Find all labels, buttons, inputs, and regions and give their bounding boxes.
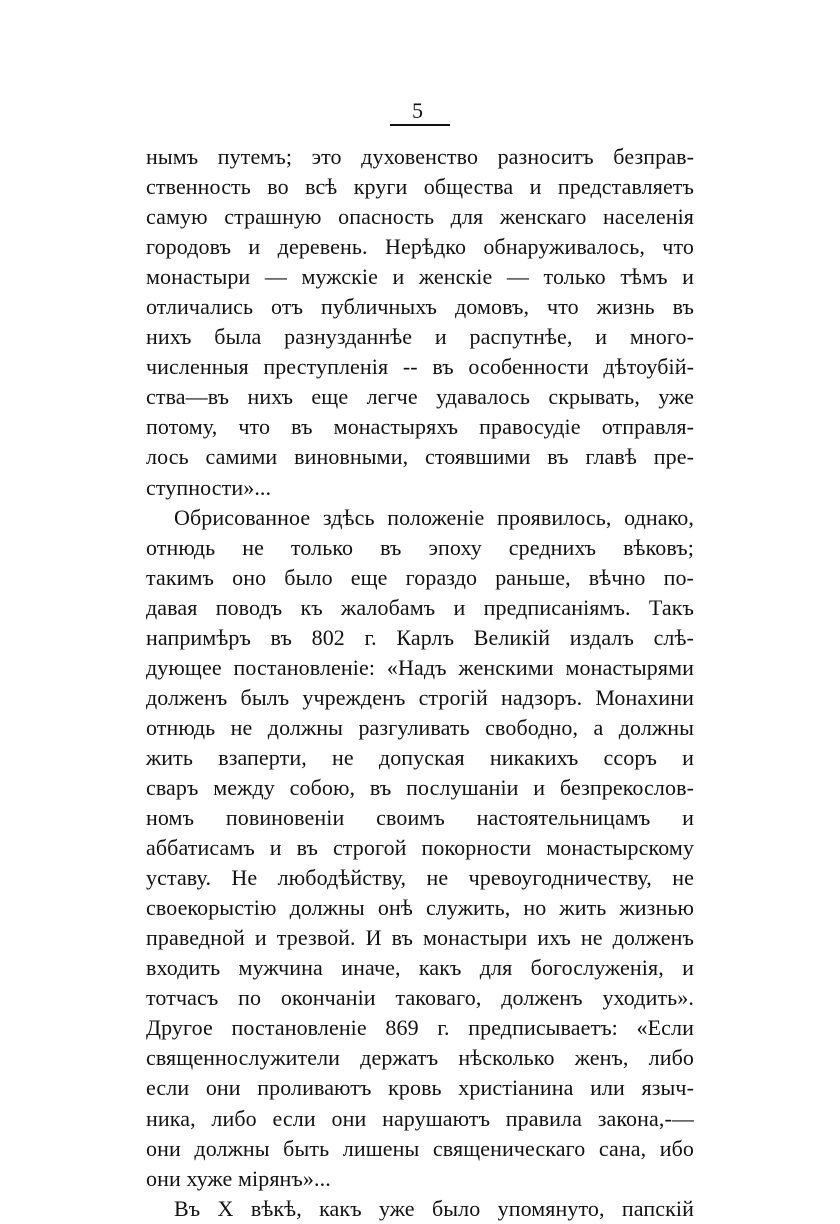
text-line: они хуже мірянъ»... [146,1165,331,1191]
text-line: напримѣръ въ 802 г. Карлъ Великій издалъ слѣ- [146,624,694,650]
text-line: ника, либо если они нарушаютъ правила закона,-— [146,1105,694,1131]
page-number-rule [390,124,450,126]
text-line: сваръ между собою, въ послушаніи и безпрекослов- [146,774,694,800]
text-line: отличались отъ публичныхъ домовъ, что жизнь въ [146,294,694,320]
text-line: если они проливаютъ кровь христіанина или языч- [146,1075,694,1101]
text-line: такимъ оно было еще гораздо раньше, вѣчно по- [146,564,694,590]
text-line: входить мужчина иначе, какъ для богослуженія, и [146,955,694,981]
text-line: священнослужители держатъ нѣсколько женъ, либо [146,1045,694,1071]
text-line: Обрисованное здѣсь положеніе проявилось, однако, [174,504,694,530]
text-line: праведной и трезвой. И въ монастыри ихъ не долженъ [146,925,694,951]
text-line: численныя преступленія -- въ особенности дѣтоубій- [146,354,694,380]
text-line: ственность во всѣ круги общества и представляетъ [146,174,694,200]
text-line: долженъ былъ учрежденъ строгій надзоръ. Монахини [146,684,694,710]
text-line: монастыри — мужскіе и женскіе — только тѣмъ и [146,264,694,290]
text-line: ступности»... [146,474,272,500]
text-line: номъ повиновеніи своимъ настоятельницамъ и [146,805,694,831]
text-line: дующее постановленіе: «Надъ женскими монастырями [146,654,694,680]
text-line: Въ X вѣкѣ, какъ уже было упомянуто, папскій [174,1195,694,1221]
text-line: нихъ была разнузданнѣе и распутнѣе, и много- [146,324,694,350]
text-line: тотчасъ по окончаніи таковаго, долженъ уходить». [146,985,694,1011]
text-line: отнюдь не должны разгуливать свободно, а должны [146,714,694,740]
text-line: аббатисамъ и въ строгой покорности монастырскому [146,835,694,861]
text-line: нымъ путемъ; это духовенство разноситъ безправ- [146,144,694,169]
text-line: лось самими виновными, стоявшими въ главѣ пре- [146,444,694,470]
text-line: своекорыстію должны онѣ служить, но жить жизнью [146,895,694,921]
text-line: давая поводъ къ жалобамъ и предписаніямъ. Такъ [146,594,694,620]
text-line: самую страшную опасность для женскаго населенія [146,204,694,230]
text-line: жить взаперти, не допуская никакихъ ссоръ и [146,744,694,770]
text-line: городовъ и деревень. Нерѣдко обнаруживалось, что [146,234,694,260]
text-line: уставу. Не любодѣйству, не чревоугодничеству, не [146,865,694,891]
page-number: 5 [412,98,424,123]
text-line: отнюдь не только въ эпоху среднихъ вѣковъ; [146,534,694,560]
text-line: Другое постановленіе 869 г. предписываетъ: «Если [146,1015,694,1041]
text-line: ства—въ нихъ еще легче удавалось скрывать, уже [146,384,694,410]
text-line: потому, что въ монастыряхъ правосудіе отправля- [146,414,694,440]
text-line: они должны быть лишены священическаго сана, ибо [146,1135,694,1161]
body-text [146,142,694,1224]
